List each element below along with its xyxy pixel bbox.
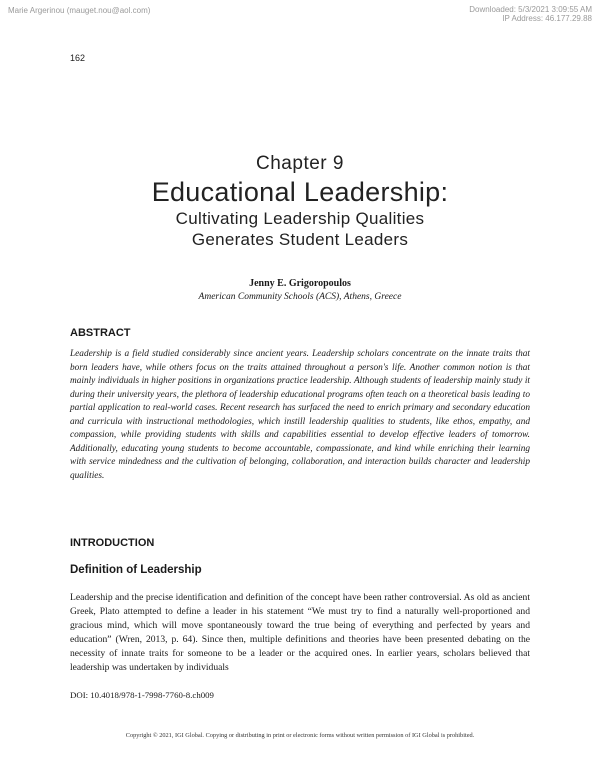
- body-paragraph: Leadership and the precise identification and definition of the concept have been rather controversial. As old as ancient Greek, Plato attempted to define a leader in his statement “We must try to find a naturally well-proportioned and gracious mind, which will move spontaneously toward the true being of everything and perfected by years and education” (Wren, 2013, p. 64). Since then, multiple definitions and theories have been presented debating on the necessity of innate traits for someone to be a leader or the acquired ones. In earlier years, scholars believed that leadership was undertaken by individuals: [70, 592, 530, 673]
- author-affiliation: American Community Schools (ACS), Athens, Greece: [198, 292, 402, 302]
- copyright-notice: Copyright © 2021, IGI Global. Copying or distributing in print or electronic forms without written permission of IGI Global is prohibited.: [125, 732, 475, 739]
- ip-address: IP Address: 46.177.29.88: [502, 14, 592, 23]
- download-meta: [469, 5, 592, 23]
- download-user-info: Marie Argerinou (mauget.nou@aol.com): [8, 6, 151, 15]
- download-date: Downloaded: 5/3/2021 3:09:55 AM: [469, 5, 592, 14]
- section-subheading: Definition of Leadership: [70, 564, 202, 576]
- doi-line: DOI: 10.4018/978-1-7998-7760-8.ch009: [70, 690, 214, 700]
- chapter-label: Chapter 9: [256, 153, 344, 174]
- chapter-subtitle-line1: Cultivating Leadership Qualities: [175, 209, 425, 228]
- chapter-subtitle-line2: Generates Student Leaders: [191, 230, 409, 249]
- author-name: Jenny E. Grigoropoulos: [249, 278, 351, 289]
- abstract-text: Leadership is a field studied considerably since ancient years. Leadership scholars concentrate on the innate traits that born leaders have, while others focus on the traits attained throughout a person's life. Another common notion is that mainly individuals in higher positions in organizations practice leadership. Although students of leadership mainly study it during their university years, the plethora of leadership educational programs often teach on a theoretical basis leading to partial application to real-world cases. Recent research has surfaced the need to enrich primary and secondary education and curricula with instructional methodologies, which instill leadership qualities to students, like ethos, empathy, and compassion, while providing students with skills and capabilities essential to develop effective leaders of tomorrow. Additionally, educating young students to become accountable, compassionate, and kind while enriching their learning with service mindedness and the cultivation of belonging, collaboration, and interaction builds character and leadership qualities.: [70, 349, 530, 481]
- page-number: 162: [70, 53, 86, 63]
- chapter-heading: [0, 152, 600, 250]
- chapter-title: Educational Leadership:: [151, 177, 449, 207]
- abstract-heading: ABSTRACT: [70, 327, 131, 339]
- introduction-heading: INTRODUCTION: [70, 537, 155, 549]
